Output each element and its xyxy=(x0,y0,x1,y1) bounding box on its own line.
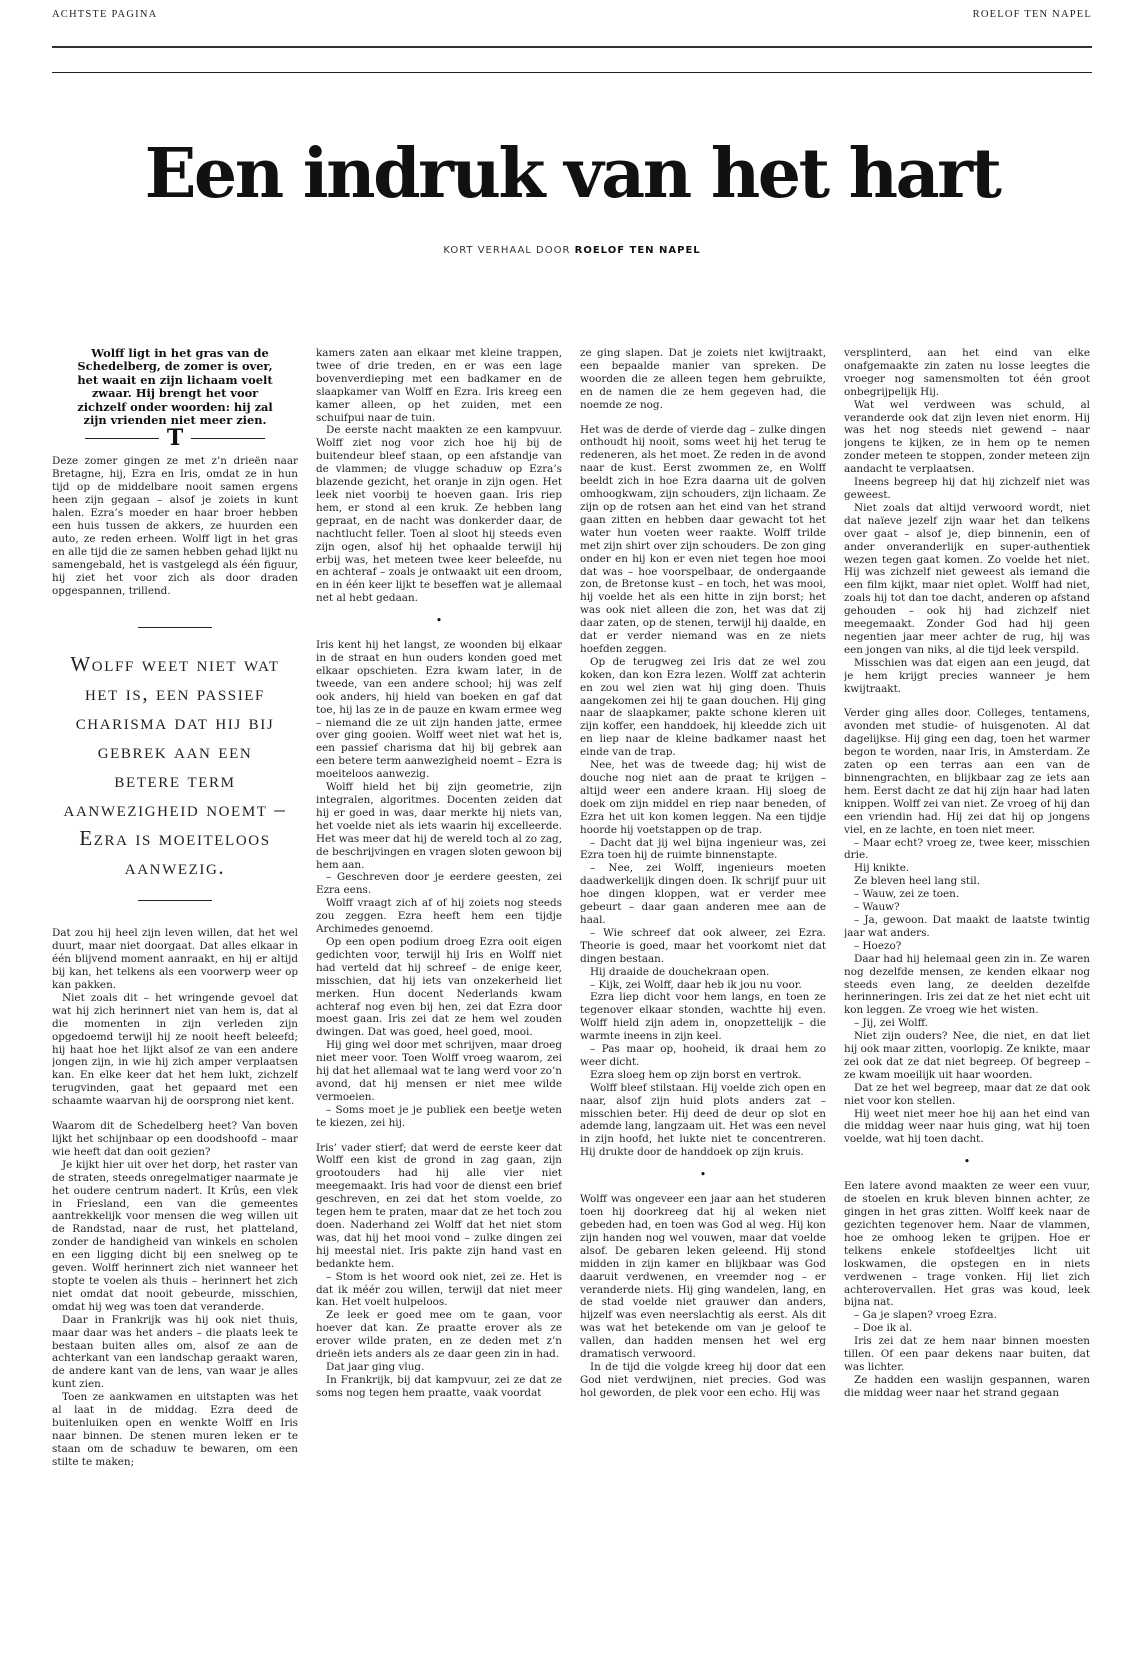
body-paragraph: – Maar echt? vroeg ze, twee keer, misschien drie. xyxy=(844,836,1090,862)
section-break-dot: • xyxy=(435,614,443,628)
logo-divider xyxy=(52,425,298,452)
body-paragraph: Iris zei dat ze hem naar binnen moesten tillen. Of een paar dekens naar buiten, dat was lichter. xyxy=(844,1335,1090,1373)
col4-body-c xyxy=(844,1180,1090,1399)
col1-body-a xyxy=(52,455,298,597)
body-paragraph: Hij ging wel door met schrijven, maar droeg niet meer voor. Toen Wolff vroeg waarom, zei hij dat het allemaal wat te lang werd voor zo’n avond, dat hij mensen er niet mee wilde vermoeien. xyxy=(316,1039,562,1103)
body-paragraph: Misschien was dat eigen aan een jeugd, dat je hem krijgt precies wanneer je hem kwijtraakt. xyxy=(844,656,1090,695)
body-paragraph: – Stom is het woord ook niet, zei ze. Het is dat ik méér zou willen, terwijl dat niet meer kan. Het voelt hulpeloos. xyxy=(316,1270,562,1309)
col3-body-a xyxy=(580,347,826,412)
divider-line xyxy=(191,438,265,439)
body-paragraph: Niet zoals dat altijd verwoord wordt, niet dat naïeve jezelf zijn waar het dan telkens over gaat – alsof je, diep binnenin, een of ander onveranderlijk en super-authentiek wezen tegen gaat komen. Zo voelde het niet. Hij was zichzelf niet geweest als iemand die een film kijkt, maar niet oplet. Wolff had niet, zoals hij tot dan toe dacht, anderen op afstand gehouden – ook hij had zichzelf niet meegemaakt. Zonder God had hij geen negentien jaar meer achter de rug, hij was een jongen van niks, al die tijd leek verspild. xyxy=(844,501,1090,656)
col2-body-a xyxy=(316,347,562,605)
body-paragraph: Ze bleven heel lang stil. xyxy=(854,875,981,888)
body-paragraph: Hij knikte. xyxy=(854,862,910,875)
body-paragraph: Dat jaar ging vlug. xyxy=(326,1360,425,1373)
pullquote-rule-top xyxy=(138,627,212,628)
body-paragraph: Ezra sloeg hem op zijn borst en vertrok. xyxy=(590,1068,802,1081)
body-paragraph: Ineens begreep hij dat hij zichzelf niet was geweest. xyxy=(844,476,1090,501)
body-paragraph: ze ging slapen. Dat je zoiets niet kwijtraakt, een bepaalde manier van spreken. De woorden die ze alleen tegen hem gebruikte, en de namen die ze hem gegeven had, die noemde ze nog. xyxy=(580,347,826,411)
body-paragraph: De eerste nacht maakten ze een kampvuur. Wolff ziet nog voor zich hoe hij bij de buitendeur bleef staan, op een afstandje van de vlammen; de vlugge schaduw op Ezra’s blazende gezicht, het oranje in zijn ogen. Het leek niet voorbij te hoeven gaan. Iris riep hem, er stond al een kruk. Ze hebben lang gepraat, en de nacht was donkerder daar, de nachtlucht feller. Toen al sloot hij steeds even zijn ogen, alsof hij het ophaalde terwijl hij erbij was, het meteen twee keer beleefde, nu en achteraf – zoals je ontwaakt uit een droom, en in één keer lijkt te beseffen wat je allemaal net al hebt gedaan. xyxy=(316,424,562,605)
body-paragraph: – Doe ik al. xyxy=(854,1322,913,1335)
body-paragraph: Wolff vraagt zich af of hij zoiets nog steeds zou zeggen. Ezra heeft hem een tijdje Archimedes genoemd. xyxy=(316,897,562,936)
newspaper-logo-icon: T xyxy=(166,425,184,452)
section-label: ACHTSTE PAGINA xyxy=(52,9,158,20)
body-paragraph: Daar had hij helemaal geen zin in. Ze waren nog dezelfde mensen, ze kenden elkaar nog steeds even lang, ze deelden dezelfde herinneringen. Iris zei dat ze het niet echt uit kon leggen. Ze vroeg wie het wisten. xyxy=(844,952,1090,1017)
pullquote: Wolff weet niet wat het is, een passief charisma dat hij bij gebrek aan een betere term aanwezigheid noemt – Ezra is moeiteloos aanwezig. xyxy=(63,652,287,880)
col2-body-b xyxy=(316,639,562,1129)
body-paragraph: Je kijkt hier uit over het dorp, het raster van de straten, steeds onregelmatiger naarmate je het oudere centrum nadert. It Krûs, een vlek in Friesland, een van die gemeentes aantrekkelijk voor mensen die weg willen uit de Randstad, naar de rust, het platteland, zonder de handigheid van winkels en scholen en een ligging dicht bij een snelweg op te geven. Wolff herinnert zich niet wanneer het stopte te voelen als thuis – herinnert het zich niet omdat dat nooit gebeurde, misschien, omdat hij weg was toen dat veranderde. xyxy=(52,1158,298,1313)
col4-body-b xyxy=(844,707,1090,1146)
body-paragraph: Een latere avond maakten ze weer een vuur, de stoelen en kruk bleven binnen achter, ze gingen in het gras zitten. Wolff keek naar de gezichten tegenover hem. Naar de vlammen, hoe ze omhoog leken te grijpen. Hoe er telkens enkele stofdeeltjes licht uit loskwamen, die opstegen en in niets verdwenen – trage vonken. Hij liet zich achterovervallen. Het gras was koud, leek bijna nat. xyxy=(844,1180,1090,1309)
body-paragraph: Daar in Frankrijk was hij ook niet thuis, maar daar was het anders – die plaats leek te bestaan buiten alles om, alsof ze aan de achterkant van een landschap geraakt waren, de andere kant van de lens, van waar je alles kunt zien. xyxy=(52,1313,298,1391)
section-break-dot: • xyxy=(963,1155,971,1169)
body-paragraph: Deze zomer gingen ze met z’n drieën naar Bretagne, hij, Ezra en Iris, omdat ze in hun tijd op de middelbare nooit samen ergens heen zijn gegaan – alsof je zoiets in kunt halen. Ezra’s moeder en haar broer hebben een huis tussen de akkers, ze huurden een auto, ze reden erheen. Wolff ligt in het gras en alle tijd die ze samen hebben gehad lijkt nu samengebald, het is vastgelegd als één figuur, hij ziet het voor zich als door draden opgespannen, trillend. xyxy=(52,455,298,597)
body-paragraph: – Wauw? xyxy=(854,901,900,914)
body-paragraph: Op een open podium droeg Ezra ooit eigen gedichten voor, terwijl hij Iris en Wolff niet had verteld dat hij schreef – de enige keer, misschien, dat hij iets van onzekerheid liet merken. Hun docent Nederlands kwam achteraf nog even bij hen, zei dat Ezra door moest gaan. Iris zei dat ze hem wel zouden dwingen. Dat was goed, heel goed, mooi. xyxy=(316,935,562,1039)
header-rule xyxy=(52,72,1092,73)
body-paragraph: – Kijk, zei Wolff, daar heb ik jou nu voor. xyxy=(590,978,802,991)
body-paragraph: – Dacht dat jij wel bijna ingenieur was, zei Ezra toen hij de ruimte binnenstapte. xyxy=(580,836,826,862)
body-paragraph: Op de terugweg zei Iris dat ze wel zou koken, dan kon Ezra lezen. Wolff zat achterin en zou wel zien wat hij ging doen. Thuis aangekomen zei hij te gaan douchen. Hij ging naar de slaapkamer, pakte schone kleren uit zijn koffer, een handdoek, hij kleedde zich uit en liep naar de kleine badkamer naast het einde van de trap. xyxy=(580,655,826,759)
body-paragraph: Hij weet niet meer hoe hij aan het eind van die middag weer naar huis ging, wat hij toen voelde, wat hij toen dacht. xyxy=(844,1107,1090,1146)
body-paragraph: Niet zijn ouders? Nee, die niet, en dat liet hij ook maar zitten, voorlopig. Ze knikte, maar zei ook dat ze dat niet begreep. Of begreep – ze kwam moeilijk uit haar woorden. xyxy=(844,1030,1090,1081)
col2-body-c xyxy=(316,1142,562,1400)
byline-prefix: KORT VERHAAL DOOR xyxy=(443,245,571,256)
body-paragraph: – Hoezo? xyxy=(854,939,902,952)
author-running-head: ROELOF TEN NAPEL xyxy=(972,9,1092,20)
col3-body-c xyxy=(580,1193,826,1400)
body-paragraph: – Wauw, zei ze toen. xyxy=(854,888,960,901)
body-paragraph: Iris kent hij het langst, ze woonden bij elkaar in de straat en hun ouders konden goed met elkaar opschieten. Ezra kwam later, in de tweede, van een andere school; hij was zelf ook anders, hij hield van boeken en gaf dat toe, hij las ze in de pauze en kwam ermee weg – niemand die ze uit zijn handen jatte, ermee over ging gooien. Wolff weet niet wat het is, een passief charisma dat hij bij gebrek aan een betere term aanwezigheid noemt – Ezra is moeiteloos aanwezig. xyxy=(316,639,562,781)
divider-line xyxy=(85,438,159,439)
body-paragraph: versplinterd, aan het eind van elke onafgemaakte zin zaten nu losse leegtes die vroeger nog samensmolten tot één groot onbegrijpelijk Hij. xyxy=(844,347,1090,398)
body-paragraph: Ze leek er goed mee om te gaan, voor hoever dat kan. Ze praatte erover als ze erover wilde praten, en ze deden met z’n drieën iets anders als ze daar geen zin in had. xyxy=(316,1309,562,1361)
body-paragraph: – Ga je slapen? vroeg Ezra. xyxy=(854,1309,997,1322)
body-paragraph: Wat wel verdween was schuld, al veranderde ook dat zijn leven niet enorm. Hij was het nog steeds niet gewend – naar jongens te kijken, ze in hem op te nemen zonder meteen te stoppen, zonder meteen zijn aandacht te verplaatsen. xyxy=(844,398,1090,476)
column-4 xyxy=(844,347,1090,1637)
body-paragraph: Nee, het was de tweede dag; hij wist de douche nog niet aan de praat te krijgen – altijd weer een andere kraan. Hij sloeg de doek om zijn middel en riep naar beneden, of Ezra het uit kon komen leggen. Na een tijdje hoorde hij voetstappen op de trap. xyxy=(580,759,826,836)
top-rule xyxy=(52,46,1092,48)
body-paragraph: Waarom dit de Schedelberg heet? Van boven lijkt het schijnbaar op een doodshoofd – maar wie heeft dat dan ooit gezien? xyxy=(52,1120,298,1158)
body-paragraph: – Nee, zei Wolff, ingenieurs moeten daadwerkelijk dingen doen. Ik schrijf puur uit hoe dingen kloppen, wat er verder mee gebeurt – daar gaan anderen mee aan de haal. xyxy=(580,862,826,926)
body-paragraph: – Geschreven door je eerdere geesten, zei Ezra eens. xyxy=(316,871,562,897)
col4-body-a xyxy=(844,347,1090,695)
body-paragraph: Iris’ vader stierf; dat werd de eerste keer dat Wolff een kist de grond in zag gaan, zijn grootouders had hij alle vier niet meegemaakt. Iris had voor de dienst een brief geschreven, en zei dat het stom voelde, zo tegen hem te praten, maar dat ze het toch zou doen. Naderhand zei Wolff dat het niet stom was, dat hij het mooi vond – zulke dingen zei hij meestal niet. Iris pakte zijn hand vast en bedankte hem. xyxy=(316,1141,562,1270)
body-paragraph: Hij draaide de douchekraan open. xyxy=(590,965,770,978)
body-paragraph: – Jij, zei Wolff. xyxy=(854,1017,928,1030)
body-paragraph: Ezra liep dicht voor hem langs, en toen ze tegenover elkaar stonden, wachtte hij even. Wolff hield zijn adem in, onopzettelijk – die warmte ineens in zijn keel. xyxy=(580,991,826,1043)
body-paragraph: In Frankrijk, bij dat kampvuur, zei ze dat ze soms nog tegen hem praatte, vaak voordat xyxy=(316,1373,562,1399)
body-paragraph: In de tijd die volgde kreeg hij door dat een God niet verdwijnen, niet precies. God was hol geworden, de plek voor een echo. Hij was xyxy=(580,1360,826,1399)
byline-author: ROELOF TEN NAPEL xyxy=(574,245,701,256)
body-paragraph: – Soms moet je je publiek een beetje weten te kiezen, zei hij. xyxy=(316,1103,562,1129)
body-paragraph: Wolff was ongeveer een jaar aan het studeren toen hij doorkreeg dat hij al weken niet gebeden had, en toen was God al weg. Hij kon zijn handen nog wel vouwen, maar dat voelde alsof. De gebaren leken geleend. Hij stond midden in zijn kamer en blijkbaar was God daaruit verdwenen, en vreemder nog – er veranderde niets. Hij ging wandelen, lang, en de stad voelde niet grauwer dan anders, hijzelf was even neerslachtig als eerst. Als dit was wat het betekende om van je geloof te vallen, dan hadden mensen het wel erg dramatisch verwoord. xyxy=(580,1193,826,1361)
body-paragraph: Niet zoals dit – het wringende gevoel dat wat hij zich herinnert niet van hem is, dat al die momenten in zijn verleden zijn opgedoemd terwijl hij ze nooit heeft beleefd; hij haat hoe het lijkt alsof ze van een andere jongen zijn, in wie hij zich amper verplaatsen kan. En elke keer dat het hem lukt, zichzelf terugvinden, gaat het gepaard met een schaamte waarvan hij de oorsprong niet kent. xyxy=(52,991,298,1108)
col1-body-b xyxy=(52,927,298,1108)
col3-body-b xyxy=(580,424,826,1160)
byline xyxy=(52,245,1092,256)
body-paragraph: Dat zou hij heel zijn leven willen, dat het wel duurt, maar niet doorgaat. Dat alles elkaar in één blijvend moment aanraakt, en hij er altijd bij kan, het telkens als een voorwerp weer op kan pakken. xyxy=(52,927,298,992)
body-paragraph: Wolff hield het bij zijn geometrie, zijn integralen, algoritmes. Docenten zeiden dat hij er goed in was, daar merkte hij niets van, het voelde niet als iets waarin hij excelleerde. Het was meer dat hij de wereld toch al zo zag, de beschrijvingen en vragen sloten gewoon bij hem aan. xyxy=(316,781,562,871)
body-paragraph: Wolff bleef stilstaan. Hij voelde zich open en naar, alsof zijn huid plots anders zat – misschien beter. Hij deed de deur op slot en ademde lang, langzaam uit. Het was een nevel in zijn hoofd, het lukte niet te concentreren. Hij drukte door de handdoek op zijn kruis. xyxy=(580,1081,826,1159)
pullquote-rule-bottom xyxy=(138,900,212,901)
column-2 xyxy=(316,347,562,1637)
column-3 xyxy=(580,347,826,1637)
section-break-dot: • xyxy=(699,1168,707,1182)
body-paragraph: Toen ze aankwamen en uitstapten was het al laat in de middag. Ezra deed de buitenluiken open en wenkte Wolff en Iris naar binnen. De stenen muren leken er te staan om de schaduw te bewaren, om een stilte te maken; xyxy=(52,1391,298,1468)
body-paragraph: – Pas maar op, hooheid, ik draai hem zo weer dicht. xyxy=(580,1043,826,1068)
body-paragraph: Ze hadden een waslijn gespannen, waren die middag weer naar het strand gegaan xyxy=(844,1373,1090,1399)
column-1 xyxy=(52,347,298,1637)
body-paragraph: – Ja, gewoon. Dat maakt de laatste twintig jaar wat anders. xyxy=(844,913,1090,939)
col1-body-c xyxy=(52,1120,298,1468)
body-paragraph: Dat ze het wel begreep, maar dat ze dat ook niet voor kon stellen. xyxy=(844,1081,1090,1107)
newspaper-page xyxy=(52,0,1092,1654)
body-paragraph: Het was de derde of vierde dag – zulke dingen onthoudt hij nooit, soms weet hij het terug te redeneren, als het moet. Ze reden in de avond naar de kust. Eerst zwommen ze, en Wolff beeldt zich in hoe Ezra daarna uit de golven omhoogkwam, zijn schouders, zijn lichaam. Ze zijn op de rotsen aan het eind van het strand gaan zitten en hebben daar gewacht tot het water hun voeten weer raakte. Wolff trilde met zijn shirt over zijn schouders. De zon ging onder en hij kon er even niet tegen hoe mooi dat was – hoe voorspelbaar, de ondergaande zon, de Bretonse kust – en toch, het was mooi, hij voelde het als een hitte in zijn borst; het was ook niet alleen die zon, het was dat zij daar zaten, op de stenen, terwijl hij daalde, en dat er verder niemand was en ze niets hoefden zeggen. xyxy=(580,423,826,655)
intro-lead: Wolff ligt in het gras van de Schedelberg, de zomer is over, het waait en zijn lichaam voelt zwaar. Hij brengt het voor zichzelf onder woorden: hij zal zijn vrienden niet meer zien. xyxy=(77,347,273,428)
body-paragraph: Verder ging alles door. Colleges, tentamens, avonden met studie- of huisgenoten. Al dat dagelijkse. Hij ging een dag, toen het warmer begon te worden, naar Iris, in Amsterdam. Ze zaten op een terras aan een van de binnengrachten, en blijkbaar zag ze iets aan hem. Eerst dacht ze dat hij zijn haar had laten knippen. Wolff zei van niet. Ze vroeg of hij dan een vriendin had. Hij zei dat hij op jongens viel, en ze lachte, en toen niet meer. xyxy=(844,707,1090,836)
body-paragraph: – Wie schreef dat ook alweer, zei Ezra. Theorie is goed, maar het voorkomt niet dat dingen bestaan. xyxy=(580,926,826,965)
headline: Een indruk van het hart xyxy=(144,134,1000,214)
body-paragraph: kamers zaten aan elkaar met kleine trappen, twee of drie treden, en er was een lage bovenverdieping met een badkamer en de slaapkamer van Wolff en Ezra. Iris kreeg een kamer alleen, op het zuiden, met een schuifpui naar de tuin. xyxy=(316,347,562,424)
